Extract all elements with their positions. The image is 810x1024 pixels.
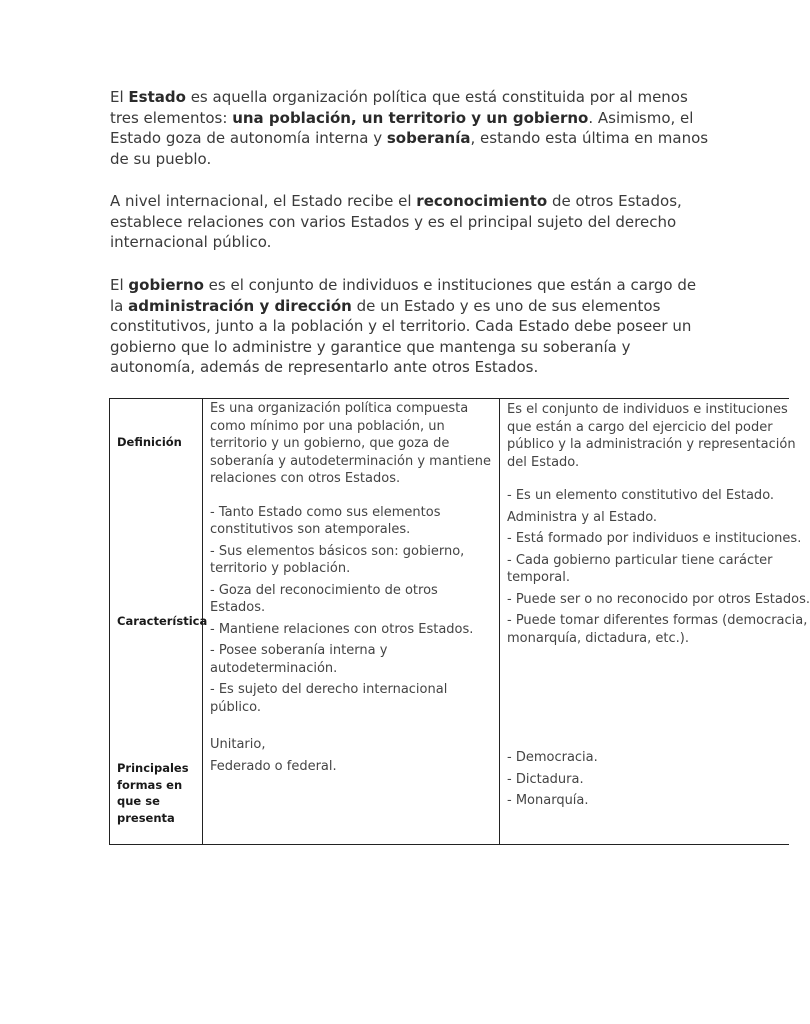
estado-formas-cell (210, 736, 492, 779)
gobierno-definicion-line: público y la administración y representación (507, 437, 796, 452)
gobierno-forma-item: - Monarquía. (507, 793, 589, 808)
gobierno-definicion-line: Es el conjunto de individuos e instituciones (507, 402, 788, 417)
gobierno-caracteristica-item: Administra y al Estado. (507, 509, 658, 525)
row-label-caracteristica: Característica (117, 614, 208, 628)
gobierno-caracteristica-item: - Puede tomar diferentes formas (democracia, (507, 613, 808, 628)
column-divider (499, 399, 500, 844)
estado-forma-item: Unitario, (210, 737, 266, 752)
estado-caracteristica-item: - Tanto Estado como sus elementos constitutivos son atemporales. (210, 504, 441, 537)
gobierno-caracteristica-item: - Puede ser o no reconocido por otros Estados. (507, 591, 810, 607)
estado-caracteristica-item: - Sus elementos básicos son: gobierno, territorio y población. (210, 543, 465, 576)
gobierno-caracteristicas-cell (507, 487, 810, 651)
estado-definicion-cell (210, 400, 492, 720)
paragraph-gobierno: El gobierno es el conjunto de individuos e instituciones que están a cargo de la administración y dirección de un Estado y es uno de sus elementos constitutivos, junto a la población y el territorio. Cada Estado debe poseer un gobierno que lo administre y garantice que mantenga su soberanía y autonomía, además de representarlo ante otros Estados. (110, 276, 697, 377)
gobierno-forma-item: - Dictadura. (507, 771, 584, 787)
estado-caracteristica-item: - Es sujeto del derecho internacional público. (210, 682, 448, 715)
estado-caracteristica-item: - Posee soberanía interna y autodeterminación. (210, 643, 388, 676)
estado-caracteristica-item: - Goza del reconocimiento de otros Estados. (210, 582, 438, 615)
gobierno-caracteristica-item: temporal. (507, 570, 571, 585)
gobierno-forma-item: - Democracia. (507, 750, 598, 765)
estado-forma-item: Federado o federal. (210, 758, 337, 774)
gobierno-caracteristica-item: monarquía, dictadura, etc.). (507, 630, 689, 646)
gobierno-caracteristica-item: - Cada gobierno particular tiene carácter (507, 552, 773, 568)
paragraph-estado: El Estado es aquella organización política que está constituida por al menos tres elementos: una población, un territorio y un gobierno. Asimismo, el Estado goza de autonomía interna y soberanía, estando esta última en manos de su pueblo. (110, 88, 709, 168)
row-label-formas: Principales formas en que se presenta (117, 761, 189, 825)
row-label-definicion: Definición (117, 435, 182, 449)
gobierno-definicion-line: que están a cargo del ejercicio del poder (507, 419, 773, 435)
comparison-table (109, 398, 810, 845)
gobierno-caracteristica-item: - Está formado por individuos e instituciones. (507, 531, 802, 546)
estado-definicion: Es una organización política compuesta como mínimo por una población, un territorio y un gobierno, que goza de soberanía y autodeterminación y mantiene relaciones con otros Estados. (210, 401, 491, 486)
gobierno-caracteristica-item: - Es un elemento constitutivo del Estado. (507, 488, 775, 503)
estado-caracteristica-item: - Mantiene relaciones con otros Estados. (210, 621, 474, 637)
gobierno-definicion-cell (507, 401, 807, 471)
gobierno-formas-cell (507, 749, 807, 814)
gobierno-definicion-line: del Estado. (507, 454, 580, 470)
paragraph-reconocimiento: A nivel internacional, el Estado recibe el reconocimiento de otros Estados, establece relaciones con varios Estados y es el principal sujeto del derecho internacional público. (110, 192, 682, 252)
